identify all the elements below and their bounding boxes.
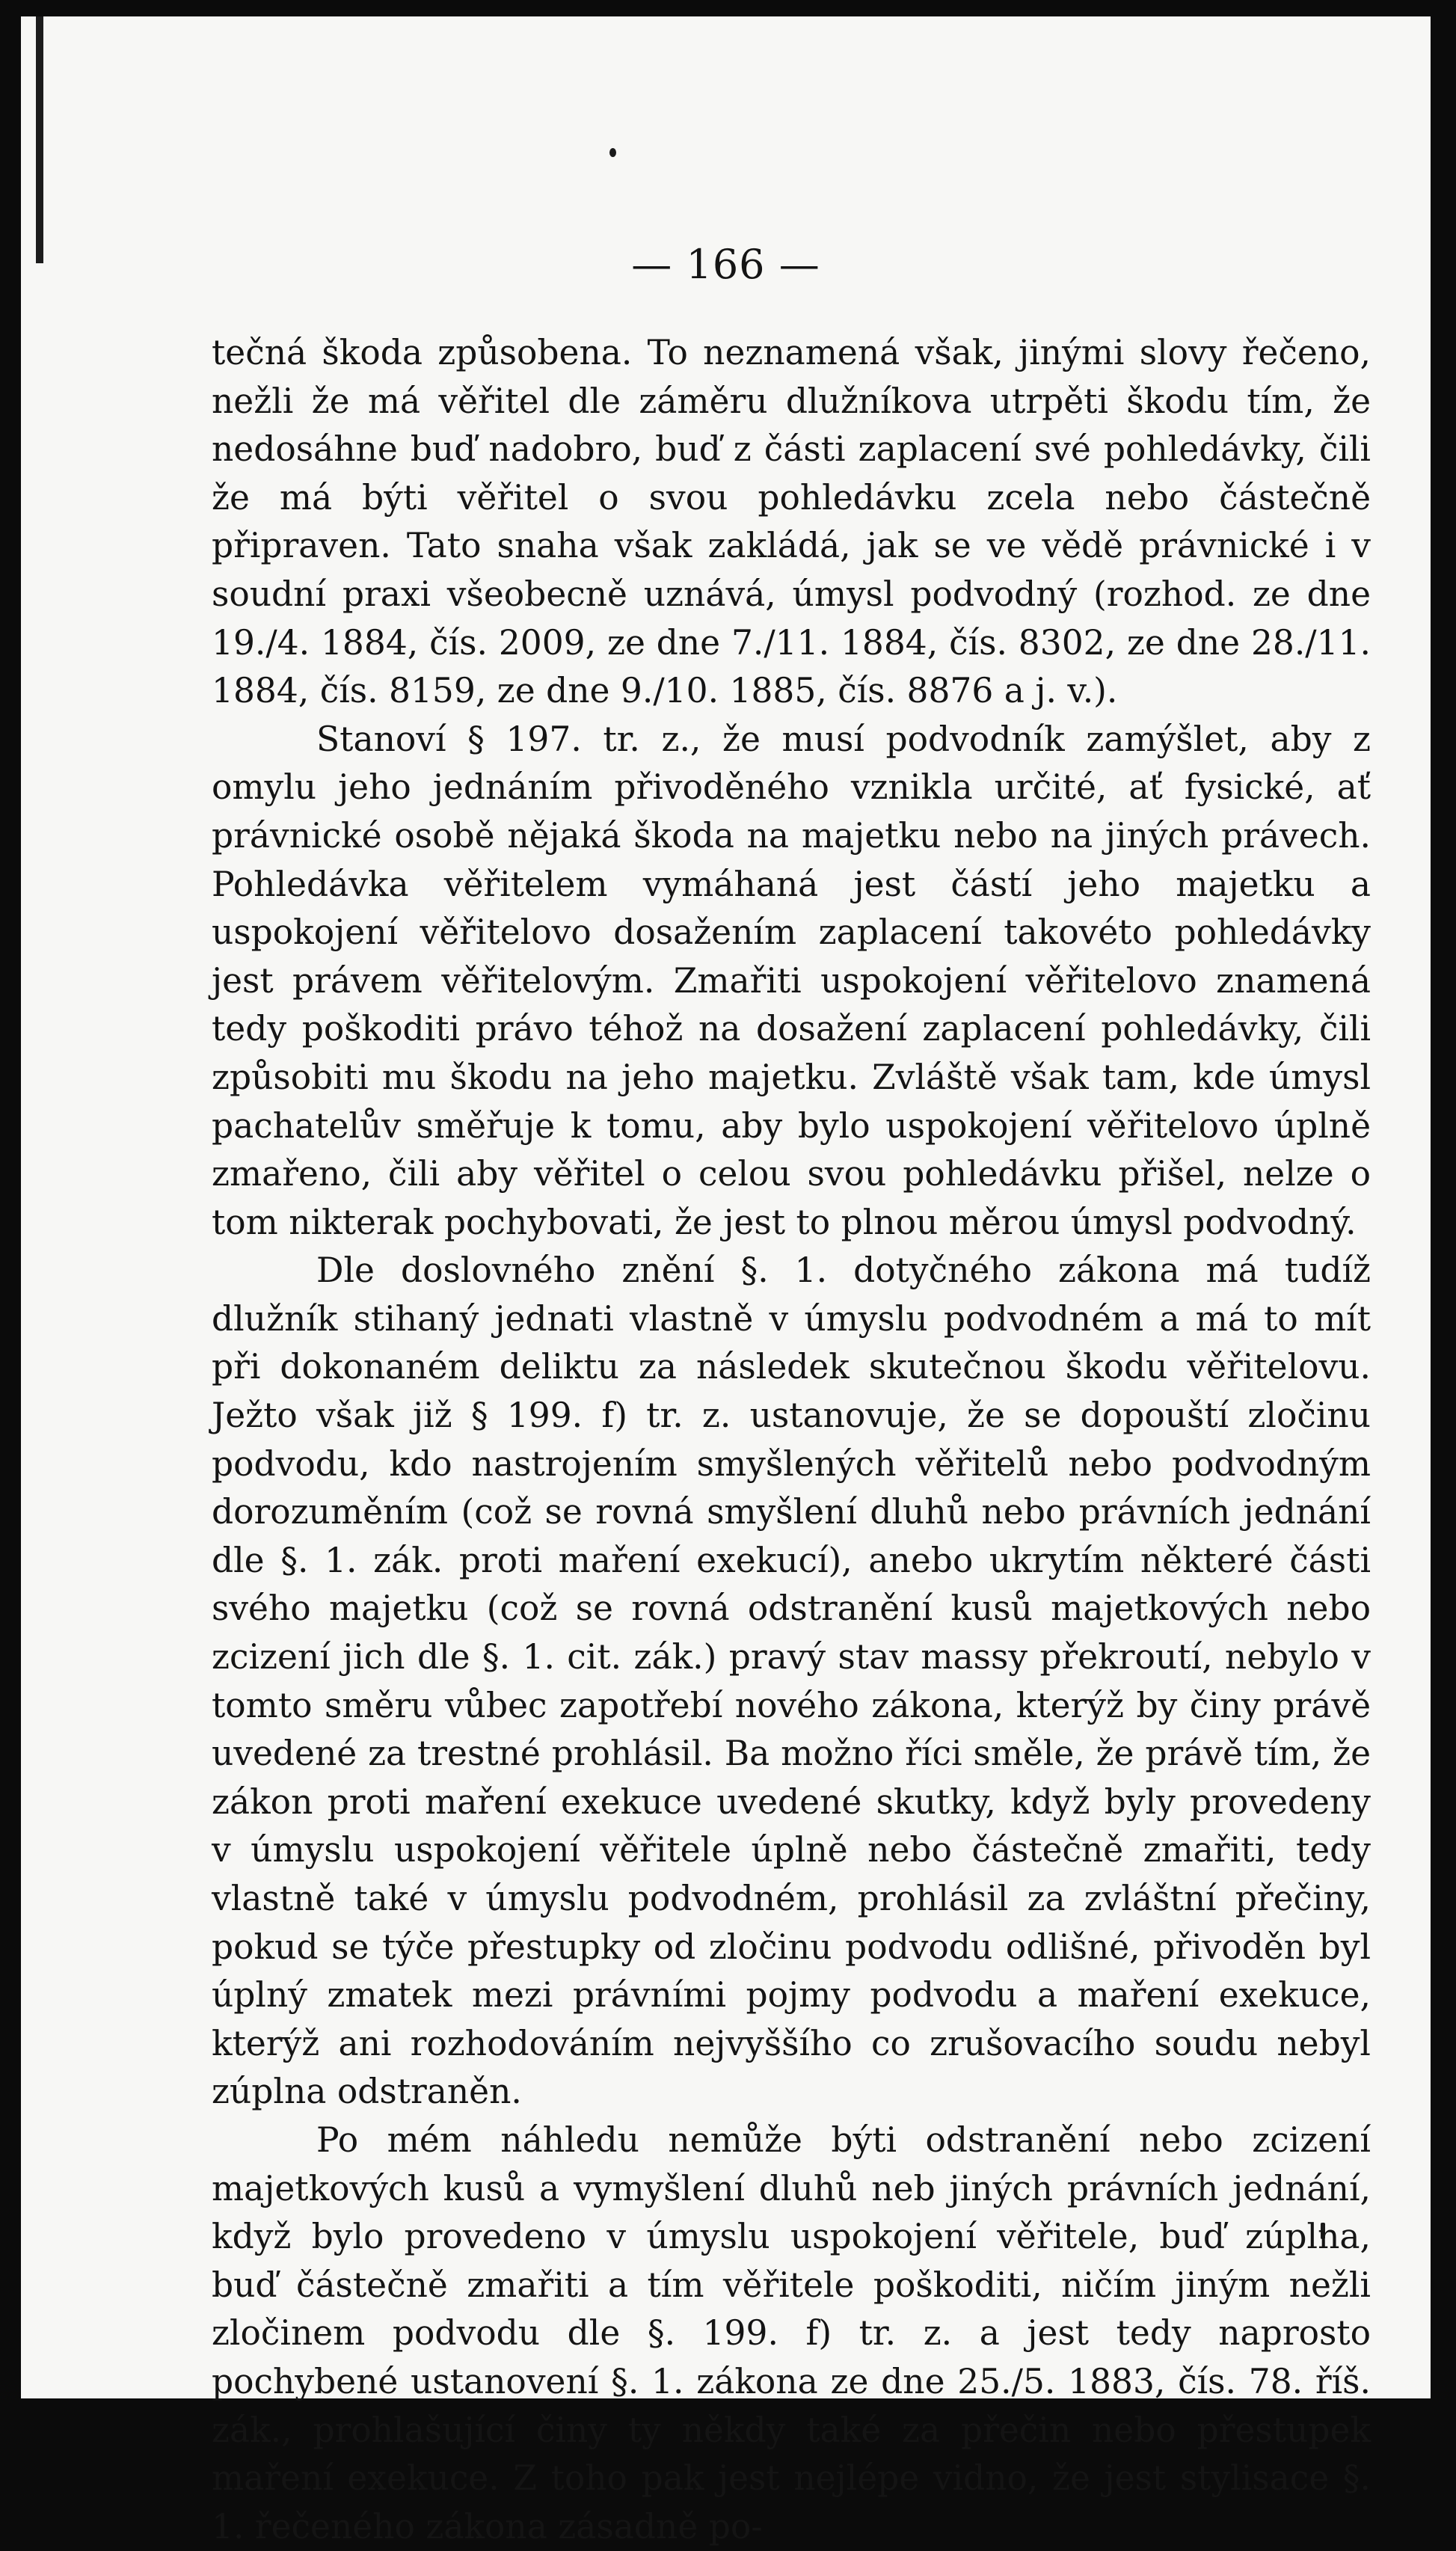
body-text <box>212 329 1371 2551</box>
scan-speck <box>609 148 616 157</box>
scan-edge-shadow <box>36 16 43 263</box>
page-number: — 166 — <box>631 241 820 288</box>
paragraph: Po mém náhledu nemůže býti odstranění nebo zcizení majetkových kusů a vymyšlení dluhů neb jiných právních jednání, když bylo provedeno v úmyslu uspokojení věřitele, buď zúplna, buď částečně zmařiti a tím věřitele poškoditi, ničím jiným nežli zločinem podvodu dle §. 199. f) tr. z. a jest tedy naprosto pochybené ustanovení §. 1. zákona ze dne 25./5. 1883, čís. 78. říš. zák., prohlašující činy ty někdy také za přečin nebo přestupek maření exekuce. Z toho pak jest nejlépe vidno, že jest stylisace §. 1. řečeného zákona zásadně po- <box>212 2119 1371 2547</box>
book-page <box>21 16 1431 2547</box>
paragraph: Stanoví § 197. tr. z., že musí podvodník zamýšlet, aby z omylu jeho jednáním přivoděného vznikla určité, ať fysické, ať právnické osobě nějaká škoda na majetku nebo na jiných právech. Pohledávka věřitelem vymáhaná jest částí jeho majetku a uspokojení věřitelovo dosažením zaplacení takovéto pohledávky jest právem věřitelovým. Zmařiti uspokojení věřitelovo znamená tedy poškoditi právo téhož na dosažení zaplacení pohledávky, čili způsobiti mu škodu na jeho majetku. Zvláště však tam, kde úmysl pachatelův směřuje k tomu, aby bylo uspokojení věřitelovo úplně zmařeno, čili aby věřitel o celou svou pohledávku přišel, nelze o tom nikterak pochybovati, že jest to plnou měrou úmysl podvodný. <box>212 719 1371 1242</box>
paragraph: tečná škoda způsobena. To neznamená však, jinými slovy řečeno, nežli že má věřitel dle záměru dlužníkova utrpěti škodu tím, že nedosáhne buď nadobro, buď z části zaplacení své pohledávky, čili že má býti věřitel o svou pohledávku zcela nebo částečně připraven. Tato snaha však zakládá, jak se ve vědě právnické i v soudní praxi všeobecně uznává, úmysl podvodný (rozhod. ze dne 19./4. 1884, čís. 2009, ze dne 7./11. 1884, čís. 8302, ze dne 28./11. 1884, čís. 8159, ze dne 9./10. 1885, čís. 8876 a j. v.). <box>212 333 1371 711</box>
paragraph: Dle doslovného znění §. 1. dotyčného zákona má tudíž dlužník stihaný jednati vlastně v úmyslu podvodném a má to mít při dokonaném deliktu za následek skutečnou škodu věřitelovu. Ježto však již § 199. f) tr. z. ustanovuje, že se dopouští zločinu podvodu, kdo nastrojením smyšlených věřitelů nebo podvodným dorozuměním (což se rovná smyšlení dluhů nebo právních jednání dle §. 1. zák. proti maření exekucí), anebo ukrytím některé části svého majetku (což se rovná odstranění kusů majetkových nebo zcizení jich dle §. 1. cit. zák.) pravý stav massy překroutí, nebylo v tomto směru vůbec zapotřebí nového zákona, kterýž by činy právě uvedené za trestné prohlásil. Ba možno říci směle, že právě tím, že zákon proti maření exekuce uvedené skutky, když byly provedeny v úmyslu uspokojení věřitele úplně nebo částečně zmařiti, tedy vlastně také v úmyslu podvodném, prohlásil za zvláštní přečiny, pokud se týče přestupky od zločinu podvodu odlišné, přivoděn byl úplný zmatek mezi právními pojmy podvodu a maření exekuce, kterýž ani rozhodováním nejvyššího co zrušovacího soudu nebyl zúplna odstraněn. <box>212 1250 1371 2112</box>
